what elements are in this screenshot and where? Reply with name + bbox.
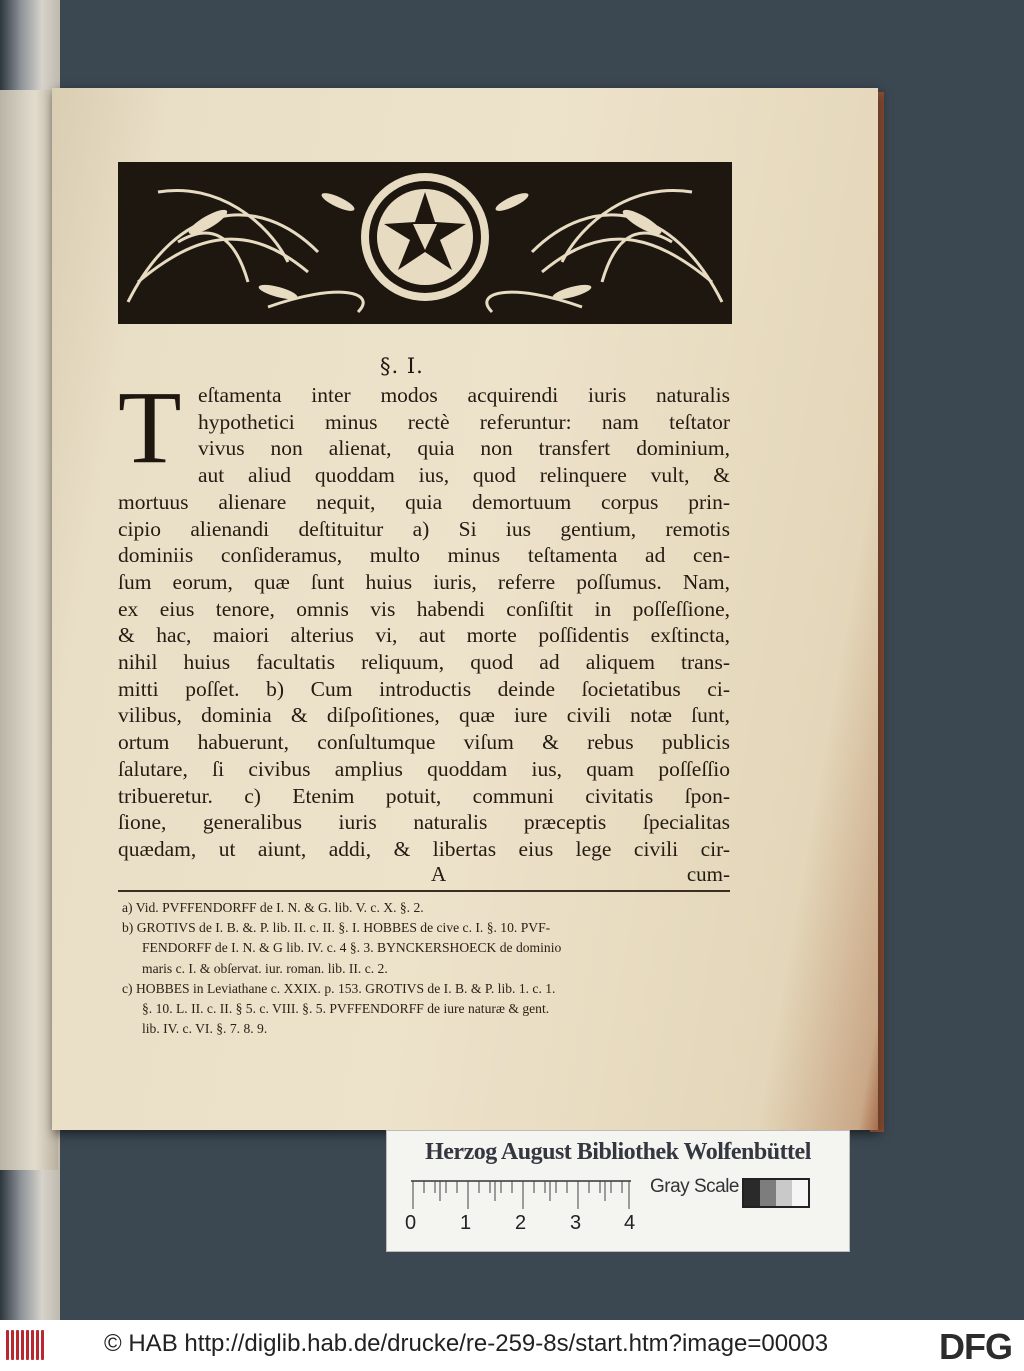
gray-swatch (744, 1180, 760, 1206)
dfg-logo: DFG (939, 1326, 1012, 1367)
text-line: ortum habuerunt, conſultumque viſum & rebus publicis (118, 730, 730, 755)
gray-scale-swatches (742, 1178, 810, 1208)
ruler-number: 1 (460, 1212, 472, 1234)
scanner-background (0, 0, 60, 1320)
text-line: quædam, ut aiunt, addi, & libertas eius lege civili cir- (118, 836, 730, 861)
library-name: Herzog August Bibliothek Wolfenbüttel (425, 1139, 811, 1165)
footnote-rule (118, 890, 730, 892)
gray-swatch (792, 1180, 808, 1206)
text-line: vilibus, dominia & diſpoſitiones, quæ iure civili notæ ſunt, (118, 703, 730, 728)
hab-logo-icon (6, 1330, 44, 1360)
text-line: hypothetici minus rectè referuntur: nam teſtator (198, 409, 730, 434)
catch-line (118, 862, 730, 886)
text-line: tribueretur. c) Etenim potuit, communi civitatis ſpon- (118, 783, 730, 808)
text-line: eſtamenta inter modos acquirendi iuris naturalis (198, 383, 730, 407)
text-line: mortuus alienare nequit, quia demortuum corpus prin- (118, 489, 730, 514)
signature-mark: A (431, 862, 447, 886)
footnote-line: b) GROTIVS de I. B. &. P. lib. II. c. II. §. I. HOBBES de cive c. I. §. 10. PVF- (122, 920, 551, 936)
text-line: ſione, generalibus iuris naturalis præceptis ſpecialitas (118, 810, 730, 835)
drop-cap: T (118, 370, 182, 485)
footnotes (122, 898, 728, 1039)
headpiece-ornament (118, 162, 732, 324)
text-line: dominiis conſideramus, multo minus teſtamenta ad cen- (118, 543, 730, 568)
body-text (118, 382, 730, 863)
text-line: cipio alienandi deſtituitur a) Si ius gentium, remotis (118, 516, 730, 541)
gray-swatch (776, 1180, 792, 1206)
footer-bar (0, 1320, 1024, 1371)
text-line: ſum eorum, quæ ſunt huius iuris, referre poſſumus. Nam, (118, 569, 730, 594)
text-line: aut aliud quoddam ius, quod relinquere vult, & (198, 463, 730, 488)
text-line: vivus non alienat, quia non transfert dominium, (198, 436, 730, 461)
gray-scale-label: Gray Scale (650, 1176, 739, 1197)
footnote-line: c) HOBBES in Leviathane c. XXIX. p. 153. GROTIVS de I. B. & P. lib. 1. c. 1. (122, 980, 556, 996)
section-heading: §. I. (380, 354, 424, 378)
text-line: mitti poſſet. b) Cum introductis deinde ſocietatibus ci- (118, 676, 730, 701)
footnote-line: lib. IV. c. VI. §. 7. 8. 9. (142, 1021, 268, 1037)
footnote-line: a) Vid. PVFFENDORFF de I. N. & G. lib. V. c. X. §. 2. (122, 900, 424, 915)
footnote-line: FENDORFF de I. N. & G lib. IV. c. 4 §. 3. BYNCKERSHOECK de dominio (142, 940, 562, 956)
copyright-url[interactable]: © HAB http://diglib.hab.de/drucke/re-259-8s/start.htm?image=00003 (104, 1330, 829, 1357)
footnote-line: maris c. I. & obſervat. iur. roman. lib. II. c. 2. (142, 960, 388, 976)
text-line: ex eius tenore, omnis vis habendi conſiſtit in poſſeſſione, (118, 596, 730, 621)
ruler-number: 2 (515, 1212, 527, 1234)
text-line: nihil huius facultatis reliquum, quod ad aliquem trans- (118, 650, 730, 675)
footnote-line: §. 10. L. II. c. II. § 5. c. VIII. §. 5. PVFFENDORFF de iure naturæ & gent. (142, 1001, 550, 1017)
catchword: cum- (686, 862, 730, 886)
ruler-number: 3 (570, 1212, 582, 1234)
ruler-number: 4 (624, 1212, 636, 1234)
text-line: ſalutare, ſi civibus amplius quoddam ius, quam poſſeſſio (118, 756, 730, 781)
text-line: & hac, maiori alterius vi, aut morte poſſidentis exſtincta, (118, 623, 730, 648)
previous-page-edge (0, 90, 58, 1170)
ruler-scale (411, 1179, 631, 1213)
gray-swatch (760, 1180, 776, 1206)
ruler-number: 0 (405, 1212, 417, 1234)
